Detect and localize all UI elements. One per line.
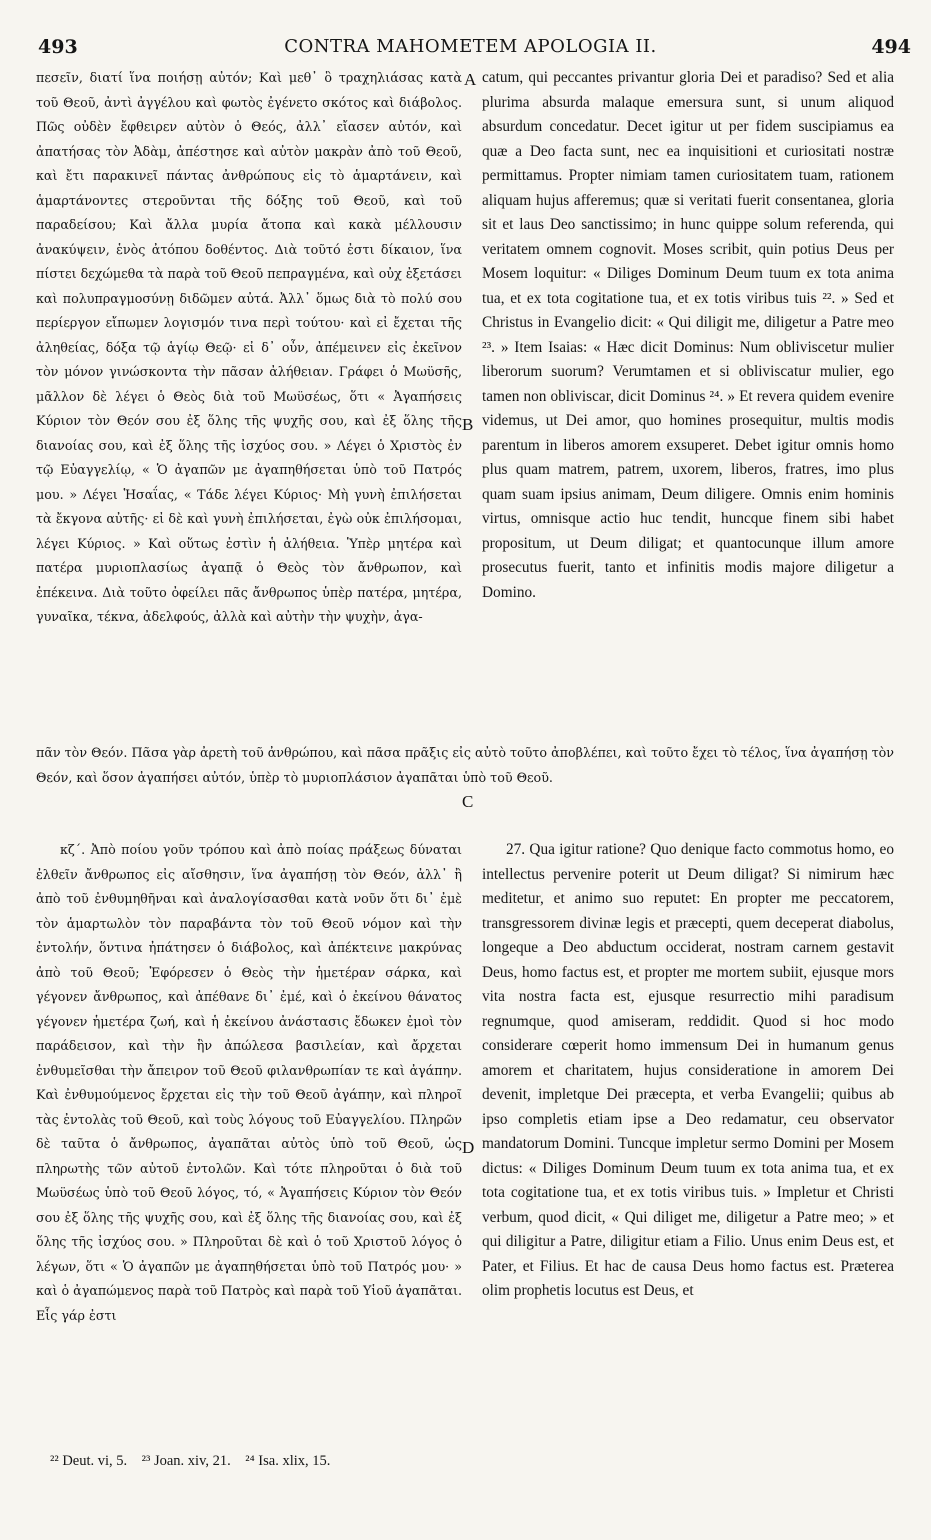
greek-full-width-lines <box>36 741 894 790</box>
margin-marker-d: D <box>462 1138 475 1157</box>
latin-paragraph-top: catum, qui peccantes privantur gloria Dei et paradiso? Sed et alia plurima absurda malaque emersura sunt, si unum aliquod absurdum concedatur. Decet igitur ut per fidem suscipiamus ea quæ a Deo facta sunt, nec ea inquisitioni et curiositati nostræ permittamus. Propter nimiam tamen curiositatem tuam, rationem aliquam hujus afferemus; quæ si veritati fuerit consentanea, gloria sit et laus Deo sanctissimo; in hunc quippe solum referenda, qui veritatem omnem cognovit. Moses scribit, quin potius Deus per Mosem loquitur: « Diliges Dominum Deum tuum ex tota anima tua, et ex tota cogitatione tua, et ex totis viribus tuis ²². » Sed et Christus in Evangelio dicit: « Qui diligit me, diligetur a Patre meo ²³. » Item Isaias: « Hæc dicit Dominus: Num obliviscetur mulier liberorum suorum? Verumtamen et si obliviscatur mulier, ego tamen non obliviscar, dicit Dominus ²⁴. » Et revera quidem evenire videmus, ut Dei amor, quo homines prosequitur, multis modis parentum in liberos amorem exsuperet. Debet igitur omnis homo plus quam matrem, patrem, uxorem, liberos, fratres, imo plus quam suam ipsius animam, Deum diligere. Omnis enim hominis virtus, omnisque actio huc tendit, huncque finem sibi habet propositum, ut Deum diligat; et quantocunque illum amore prosecutus fuerit, tanto et infinitis modis majore diligetur a Domino. <box>482 69 894 601</box>
margin-marker-b: B <box>462 415 474 434</box>
margin-marker-c: C <box>462 792 474 811</box>
right-page-number: 494 <box>871 36 911 58</box>
latin-column-top <box>482 66 894 605</box>
margin-marker-a: A <box>464 70 477 89</box>
greek-column-top <box>36 66 462 630</box>
running-title: CONTRA MAHOMETEM APOLOGIA II. <box>284 36 657 57</box>
greek-paragraph-top: πεσεῖν, διατί ἵνα ποιήσῃ αὐτόν; Καὶ μεθ᾽ ὃ τραχηλιάσας κατὰ τοῦ Θεοῦ, ἀντὶ ἀγγέλου καὶ φωτὸς ἐγένετο σκότος καὶ διάβολος. Πῶς οὐδὲν ἔφθειρεν αὐτὸν ὁ Θεός, ἀλλ᾽ εἴασεν αὐτόν, καὶ ἀπατήσας τὸν Ἀδὰμ, ἀπέστησε καὶ αὐτὸν μακρὰν ἀπὸ τοῦ Θεοῦ, καὶ ἔτι παρακινεῖ πάντας ἀνθρώπους εἰς τὸ ἁμαρτάνειν, καὶ ἁμαρτάνοντες στεροῦνται τῆς δόξης τοῦ Θεοῦ, καὶ τοῦ παραδείσου; Καὶ ἄλλα μυρία ἄτοπα καὶ κακὰ μέλλουσιν ἀνακύψειν, ἑνὸς ἀτόπου δοθέντος. Διὰ τοῦτό ἐστι δίκαιον, ἵνα πίστει δεχώμεθα τὰ παρὰ τοῦ Θεοῦ πεπραγμένα, καὶ οὐχ ἐξετάσει καὶ πολυπραγμοσύνῃ διδῶμεν αὐτά. Ἀλλ᾽ ὅμως διὰ τὸ πολύ σου περίεργον εἴπωμεν λογισμόν τινα περὶ τούτου· καὶ εἰ ἔχεται τῆς ἀληθείας, δόξα τῷ ἁγίῳ Θεῷ· εἰ δ᾽ οὖν, ἀπέμεινεν εἰς ἐκεῖνον τὸν μόνον γινώσκοντα τὴν πᾶσαν ἀλήθειαν. Γράφει ὁ Μωϋσῆς, μᾶλλον δὲ λέγει ὁ Θεὸς διὰ τοῦ Μωϋσέως, ὅτι « Ἀγαπήσεις Κύριον τὸν Θεόν σου ἐξ ὅλης τῆς ψυχῆς σου, καὶ ἐξ ὅλης τῆς διανοίας σου, καὶ ἐξ ὅλης τῆς ἰσχύος σου. » Λέγει ὁ Χριστὸς ἐν τῷ Εὐαγγελίῳ, « Ὁ ἀγαπῶν με ἀγαπηθήσεται ὑπὸ τοῦ Πατρός μου. » Λέγει Ἡσαΐας, « Τάδε λέγει Κύριος· Μὴ γυνὴ ἐπιλήσεται τὰ ἔκγονα αὐτῆς· εἰ δὲ καὶ γυνὴ ἐπιλήσεται, ἐγὼ οὐκ ἐπιλήσομαι, λέγει Κύριος. » Καὶ οὕτως ἐστὶν ἡ ἀλήθεια. Ὑπὲρ μητέρα καὶ πατέρα μυριοπλασίως ἀγαπᾷ ὁ Θεὸς τὸν ἄνθρωπον, καὶ ἐπέκεινα. Διὰ τοῦτο ὀφείλει πᾶς ἄνθρωπος ὑπὲρ πατέρα, μητέρα, γυναῖκα, τέκνα, ἀδελφούς, ἀλλὰ καὶ αὐτὴν τὴν ψυχὴν, ἀγα- <box>36 70 462 624</box>
latin-section-27: 27. Qua igitur ratione? Quo denique facto commotus homo, eo intellectus pervenire poterit ut Deum diligat? Si nimirum hæc meditetur, et animo suo reputet: En propter me peccatorem, transgressorem divinæ legis et præcepti, quem deceperat diabolus, longeque a Deo abductum occiderat, nostram carnem gestavit Deus, homo factus est, et propter me mortem subiit, ejusque mors vita nostra facta est, ejusque resurrectio mihi paradisum regnumque, quod amiseram, reddidit. Quod si hoc modo considerare cœperit homo immensum Dei in humanum genus amorem et charitatem, hujus consideratione in amorem Dei devenit, impletque Dei præcepta, et verba Evangelii; quibus ab ipso completis etiam ipse a Deo redamatur, ceu observator mandatorum Domini. Tuncque impletur sermo Domini per Mosem dictus: « Diliges Dominum Deum tuum ex tota anima tua, et ex tota cogitatione tua, et ex totis viribus tuis. » Impletur et Christi verbum, quod dicit, « Qui diliget me, diligetur a Patre meo; » et qui diligitur a Patre, diligitur etiam a Filio. Unus enim Deus est, et Pater, et Filius. Et hac de causa Deus homo factus est. Præterea olim prophetis locutus est Deus, et <box>482 841 894 1299</box>
left-page-number: 493 <box>38 36 78 58</box>
greek-section-27: κζ΄. Ἀπὸ ποίου γοῦν τρόπου καὶ ἀπὸ ποίας πράξεως δύναται ἐλθεῖν ἄνθρωπος εἰς αἴσθησιν, ἵνα ἀγαπήσῃ τὸν Θεόν, ἀλλ᾽ ἢ ἀπὸ τοῦ ἐνθυμηθῆναι καὶ ἀναλογίσασθαι κατὰ νοῦν ὅτι δι᾽ ἐμὲ τὸν ἁμαρτωλὸν τὸν παραβάντα τὸν τοῦ Θεοῦ νόμον καὶ τὴν ἐντολήν, ὅντινα ἠπάτησεν ὁ διάβολος, καὶ ἀπέκτεινε μακρύνας ἀπὸ τοῦ Θεοῦ; Ἐφόρεσεν ὁ Θεὸς τὴν ἡμετέραν σάρκα, καὶ γέγονεν ἄνθρωπος, καὶ ἀπέθανε δι᾽ ἐμέ, καὶ ὁ ἐκείνου θάνατος γέγονεν ἡμετέρα ζωή, καὶ ἡ ἐκείνου ἀνάστασις ἔδωκεν ἐμοὶ τὸν παράδεισον, καὶ τὴν ἣν ἀπώλεσα βασιλείαν, καὶ ἄρχεται ἐνθυμεῖσθαι τὴν ἄπειρον τοῦ Θεοῦ φιλανθρωπίαν τε καὶ ἀγάπην. Καὶ ἐνθυμούμενος ἔρχεται εἰς τὴν τοῦ Θεοῦ ἀγάπην, καὶ πληροῖ τὰς ἐντολὰς τοῦ Θεοῦ, καὶ τοὺς λόγους τοῦ Εὐαγγελίου. Πληρῶν δὲ ταῦτα ὁ ἄνθρωπος, ἀγαπᾶται αὐτὸς ὑπὸ τοῦ Θεοῦ, ὡς πληρωτὴς τῶν αὐτοῦ ἐντολῶν. Καὶ τότε πληροῦται ὁ διὰ τοῦ Μωϋσέως ὑπὸ τοῦ Θεοῦ λόγος, τό, « Ἀγαπήσεις Κύριον τὸν Θεόν σου ἐξ ὅλης τῆς ψυχῆς σου, καὶ ἐξ ὅλης τῆς διανοίας σου, καὶ ἐξ ὅλης τῆς ἰσχύος σου. » Πληροῦται δὲ καὶ ὁ τοῦ Χριστοῦ λόγος ὁ λέγων, ὅτι « Ὁ ἀγαπῶν με ἀγαπηθήσεται ὑπὸ τοῦ Πατρός μου· » καὶ ὁ ἀγαπώμενος παρὰ τοῦ Πατρὸς καὶ παρὰ τοῦ Υἱοῦ ἀγαπᾶται. Εἷς γάρ ἐστι <box>36 842 462 1323</box>
latin-column-bottom <box>482 838 894 1304</box>
footnotes: ²² Deut. vi, 5. ²³ Joan. xiv, 21. ²⁴ Isa. xlix, 15. <box>50 1453 331 1469</box>
running-header <box>30 34 911 64</box>
greek-wide-paragraph: πᾶν τὸν Θεόν. Πᾶσα γὰρ ἀρετὴ τοῦ ἀνθρώπου, καὶ πᾶσα πρᾶξις εἰς αὐτὸ τοῦτο ἀποβλέπει, καὶ τοῦτο ἔχει τὸ τέλος, ἵνα ἀγαπήσῃ τὸν Θεόν, καὶ ὅσον ἀγαπήσει αὐτόν, ὑπὲρ τὸ μυριοπλάσιον ἀγαπᾶται ὑπὸ τοῦ Θεοῦ. <box>36 745 894 785</box>
greek-column-bottom <box>36 838 462 1328</box>
